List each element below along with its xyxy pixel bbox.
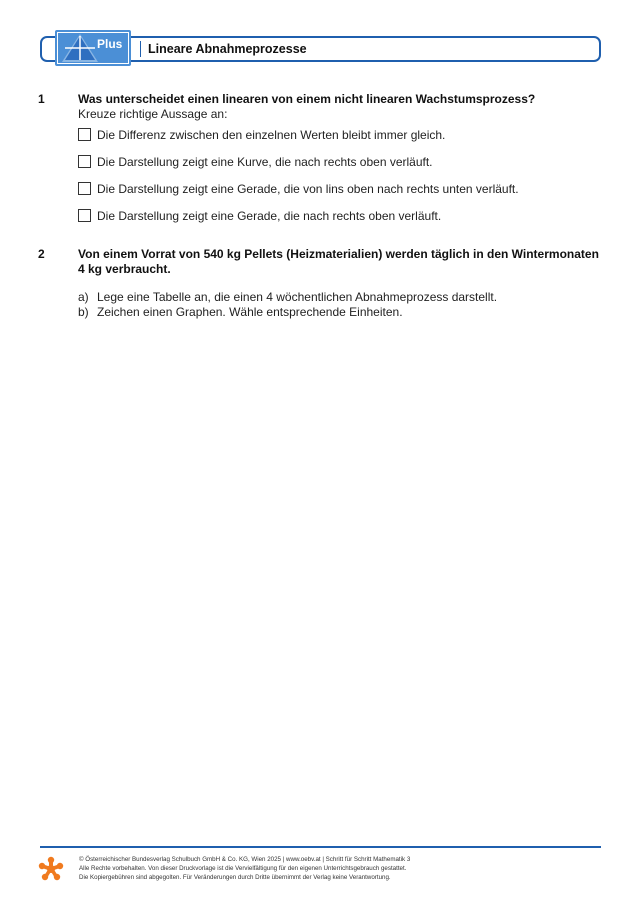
- task-1-question: Was unterscheidet einen linearen von einem nicht linearen Wachstumsprozess?: [78, 92, 536, 106]
- task-2-question-line-1: Von einem Vorrat von 540 kg Pellets (Heizmaterialien) werden täglich in den Wintermonaten: [78, 247, 599, 261]
- logo-label: Plus: [97, 37, 123, 51]
- footer-line-3: Die Kopiergebühren sind abgegolten. Für Veränderungen durch Dritte übernimmt der Verlag keine Verantwortung.: [79, 874, 391, 881]
- triangle-logo-icon: [61, 33, 99, 63]
- option-4[interactable]: [78, 208, 441, 223]
- footer-line-2: Alle Rechte vorbehalten. Von dieser Druckvorlage ist die Vervielfältigung für den eigenen Unterrichtsgebrauch gestattet.: [79, 865, 407, 872]
- footer-line-1: © Österreichischer Bundesverlag Schulbuch GmbH & Co. KG, Wien 2025 | www.oebv.at | Schritt für Schritt Mathematik 3: [79, 856, 411, 863]
- option-1-label: Die Differenz zwischen den einzelnen Werten bleibt immer gleich.: [97, 127, 446, 142]
- option-2-label: Die Darstellung zeigt eine Kurve, die nach rechts oben verläuft.: [97, 154, 433, 169]
- plus-logo: [55, 30, 131, 66]
- option-2[interactable]: [78, 154, 433, 169]
- header-divider: [140, 41, 141, 57]
- task-2-number: 2: [38, 247, 45, 261]
- checkbox-4[interactable]: [78, 209, 91, 222]
- footer-copyright: [79, 855, 579, 882]
- task-1-instruction: Kreuze richtige Aussage an:: [78, 107, 228, 121]
- subtask-b: [78, 305, 403, 319]
- option-3-label: Die Darstellung zeigt eine Gerade, die von lins oben nach rechts unten verläuft.: [97, 181, 519, 196]
- publisher-star-icon: [38, 856, 64, 882]
- subtask-b-label: b): [78, 305, 89, 319]
- subtask-a-label: a): [78, 290, 89, 304]
- subtask-a-text: Lege eine Tabelle an, die einen 4 wöchentlichen Abnahmeprozess darstellt.: [97, 290, 498, 304]
- task-1-number: 1: [38, 92, 45, 106]
- option-1[interactable]: [78, 127, 445, 142]
- subtask-a: [78, 290, 497, 304]
- subtask-b-text: Zeichen einen Graphen. Wähle entsprechende Einheiten.: [97, 305, 403, 319]
- checkbox-2[interactable]: [78, 155, 91, 168]
- option-4-label: Die Darstellung zeigt eine Gerade, die nach rechts oben verläuft.: [97, 208, 442, 223]
- page-title: Lineare Abnahmeprozesse: [148, 42, 307, 56]
- checkbox-3[interactable]: [78, 182, 91, 195]
- checkbox-1[interactable]: [78, 128, 91, 141]
- footer-divider: [40, 846, 601, 848]
- option-3[interactable]: [78, 181, 519, 196]
- task-2-question-line-2: 4 kg verbraucht.: [78, 262, 171, 276]
